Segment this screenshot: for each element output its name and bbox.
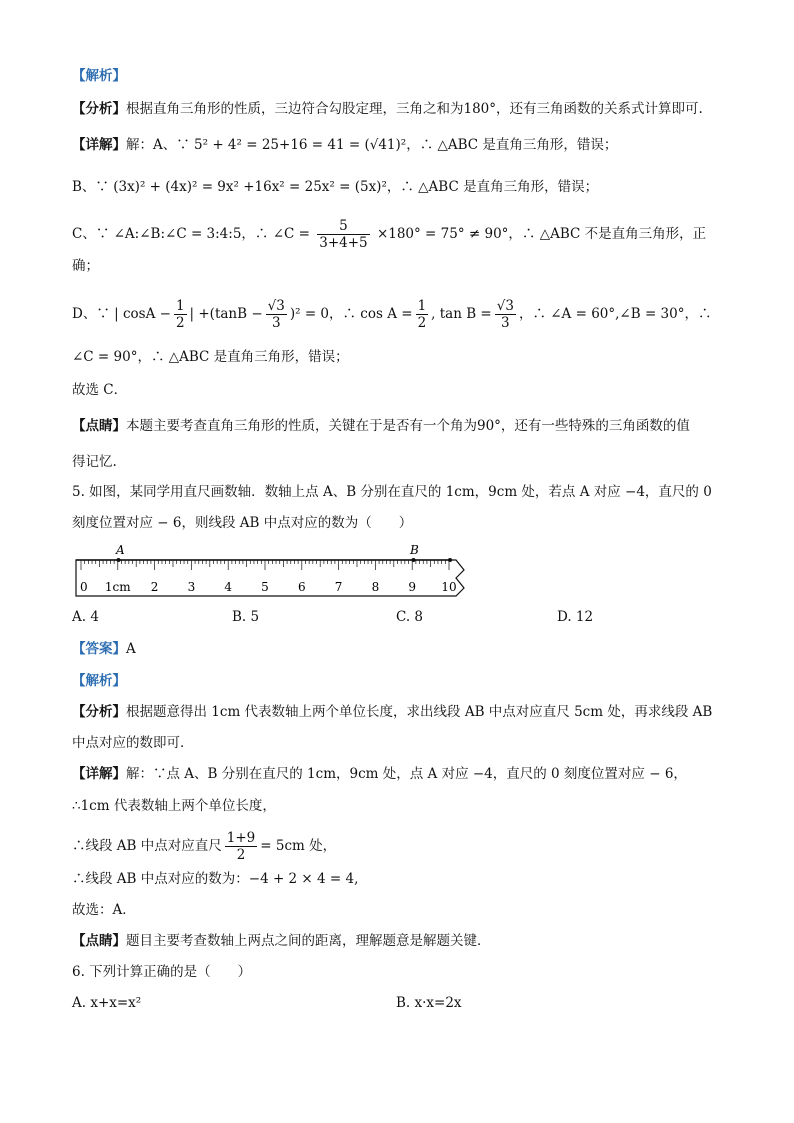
- dianjing-text: 题目主要考查数轴上两点之间的距离，理解题意是解题关键．: [126, 933, 491, 949]
- q5-stem-line2: 刻度位置对应 − 6，则线段 AB 中点对应的数为（ ）: [72, 515, 413, 531]
- q5-stem-line1: 5. 如图，某同学用直尺画数轴．数轴上点 A、B 分别在直尺的 1cm，9cm 处，若点 A 对应 −4，直尺的 0: [72, 484, 712, 500]
- point-b-dot: [412, 558, 416, 562]
- q5-step4: ∴线段 AB 中点对应的数为：−4 + 2 × 4 = 4,: [72, 871, 359, 887]
- q4-d-mid1: | +(tanB −: [189, 306, 263, 322]
- q4-dianjing: [72, 416, 690, 436]
- q5-step3-num: 1+9: [226, 830, 256, 846]
- q4-option-c-analysis: [72, 218, 706, 251]
- q4-choose: 故选 C．: [72, 382, 128, 398]
- q4-option-b-analysis: B、∵ (3x)² + (4x)² = 9x² +16x² = 25x² = (5x)²，∴ △ABC 是直角三角形，错误；: [72, 179, 599, 195]
- q4-d-frac3: [416, 298, 429, 331]
- ruler-label: 0: [80, 580, 88, 594]
- answer-value: A: [126, 641, 136, 657]
- dianjing-text: 本题主要考查直角三角形的性质，关键在于是否有一个角为90°，还有一些特殊的三角函数的值: [126, 418, 690, 434]
- dianjing-tag: 【点睛】: [72, 933, 126, 949]
- q4-c-post: ×180° = 75° ≠ 90°，∴ △ABC 不是直角三角形，正: [376, 226, 707, 242]
- xiangjie-tag: 【详解】: [72, 137, 126, 153]
- ruler-label: 2: [150, 580, 159, 594]
- q6-option-b: B. x·x=2x: [396, 995, 462, 1011]
- q4-d-f4-den: 3: [501, 315, 510, 331]
- q4-c-frac-num: 5: [317, 218, 369, 235]
- q4-option-a-analysis: [72, 135, 617, 155]
- ruler-body: [76, 560, 464, 596]
- q4-d-frac2: [266, 298, 287, 331]
- q5-step2: ∴1cm 代表数轴上两个单位长度，: [72, 798, 276, 814]
- q5-jiexi-heading: 【解析】: [72, 673, 126, 689]
- q4-d-f3-num: 1: [417, 298, 427, 314]
- q4-option-d-line2: ∠C = 90°，∴ △ABC 是直角三角形，错误；: [72, 349, 349, 365]
- q4-option-c-line2: 确；: [72, 258, 99, 274]
- q5-step3-post: = 5cm 处，: [260, 838, 337, 854]
- q4-d-f2-num: √3: [267, 298, 285, 314]
- q5-step3-den: 2: [236, 847, 246, 863]
- ruler-label: 9: [408, 580, 417, 594]
- q4-d-f1-den: 2: [175, 315, 185, 331]
- q6-option-a: A. x+x=x²: [72, 995, 142, 1011]
- q4-c-fraction: [317, 218, 369, 251]
- q4-fenxi: [72, 99, 703, 119]
- q4-d-f4-num: √3: [496, 298, 514, 314]
- q5-choose: 故选：A．: [72, 902, 136, 918]
- q4-d-pre: D、∵ | cosA −: [72, 306, 171, 322]
- point-b-label: B: [410, 543, 419, 557]
- q4-d-post: ，∴ ∠A = 60°,∠B = 30°，∴: [518, 306, 712, 322]
- ruler-label: 1cm: [104, 580, 131, 594]
- point-a-label: A: [116, 543, 125, 557]
- q5-option-a: A. 4: [72, 609, 99, 625]
- ruler-label: 5: [261, 580, 269, 594]
- q4-dianjing-line2: 得记忆.: [72, 454, 117, 470]
- q5-option-b: B. 5: [232, 609, 260, 625]
- q4-d-mid3: , tan B =: [431, 306, 492, 322]
- xiangjie-tag: 【详解】: [72, 766, 126, 782]
- q6-stem: 6. 下列计算正确的是（ ）: [72, 964, 252, 980]
- q5-fenxi: [72, 702, 712, 722]
- q4-d-f1-num: 1: [175, 298, 185, 314]
- fenxi-text: 根据题意得出 1cm 代表数轴上两个单位长度，求出线段 AB 中点对应直尺 5cm 处，再求线段 AB: [126, 704, 713, 720]
- ruler-label: 4: [224, 580, 233, 594]
- q4-jiexi-heading: 【解析】: [72, 68, 126, 84]
- q4-d-frac4: [495, 298, 516, 331]
- q5-step3-pre: ∴线段 AB 中点对应直尺: [72, 838, 222, 854]
- q4-d-mid2: )² = 0，∴ cos A =: [289, 306, 413, 322]
- fenxi-tag: 【分析】: [72, 101, 126, 117]
- ruler-label: 10: [441, 580, 457, 594]
- q4-d-f2-den: 3: [271, 315, 281, 331]
- q5-xiangjie: [72, 764, 687, 784]
- end-dot: [448, 558, 452, 562]
- q5-fenxi-line2: 中点对应的数即可．: [72, 735, 194, 751]
- q4-d-frac1: [174, 298, 187, 331]
- dianjing-tag: 【点睛】: [72, 418, 126, 434]
- ruler-figure: [72, 540, 472, 602]
- q5-option-c: C. 8: [396, 609, 424, 625]
- q4-option-d-analysis: [72, 298, 711, 331]
- q5-option-d: D. 12: [557, 609, 594, 625]
- q5-step3: [72, 830, 336, 863]
- fenxi-tag: 【分析】: [72, 704, 126, 720]
- point-a-dot: [117, 558, 121, 562]
- q5-dianjing: [72, 931, 491, 951]
- ruler-label: 6: [297, 580, 306, 594]
- q4-d-f3-den: 2: [417, 315, 427, 331]
- q4-c-pre: C、∵ ∠A:∠B:∠C = 3:4:5，∴ ∠C =: [72, 226, 310, 242]
- fenxi-text: 根据直角三角形的性质，三边符合勾股定理，三角之和为180°，还有三角函数的关系式计算即可.: [126, 101, 703, 117]
- ruler-label: 3: [187, 580, 196, 594]
- q5-step3-fraction: [225, 830, 258, 863]
- ruler-label: 8: [371, 580, 380, 594]
- q4-a-text: 解：A、∵ 5² + 4² = 25+16 = 41 = (√41)²，∴ △ABC 是直角三角形，错误；: [126, 137, 618, 153]
- q4-c-frac-den: 3+4+5: [319, 235, 368, 251]
- q5-answer: [72, 639, 136, 659]
- ruler-label: 7: [334, 580, 343, 594]
- xiangjie-text: 解：∵点 A、B 分别在直尺的 1cm，9cm 处，点 A 对应 −4，直尺的 0 刻度位置对应 − 6，: [126, 766, 687, 782]
- answer-tag: 【答案】: [72, 641, 126, 657]
